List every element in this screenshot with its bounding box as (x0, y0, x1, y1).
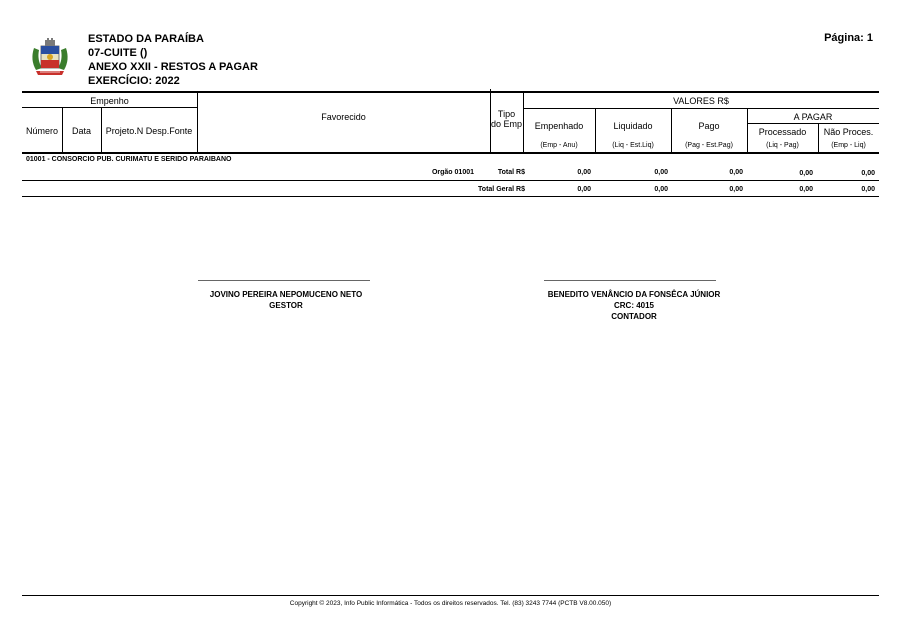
col-empenhado: Empenhado (534, 121, 584, 131)
col-projeto: Projeto.N Desp.Fonte (105, 126, 193, 136)
col-processado: Processado (758, 127, 807, 137)
sub-empenhado: (Emp - Anu) (540, 142, 578, 149)
left-signature-line (198, 280, 370, 281)
footer-copyright: Copyright © 2023, Info Public Informática - Todos os direitos reservados. Tel. (83) 3243 7744 (PCTB V8.00.050) (289, 600, 612, 607)
grand-total-value: 0,00 (799, 186, 813, 193)
col-empenho: Empenho (90, 96, 129, 106)
col-numero: Número (25, 126, 58, 136)
col-a-pagar: A PAGAR (793, 112, 833, 122)
col-liquidado: Liquidado (613, 121, 653, 131)
sub-pago: (Pag - Est.Pag) (685, 142, 733, 149)
group-total-label: Total R$ (497, 169, 525, 176)
left-signer-name: JOVINO PEREIRA NEPOMUCENO NETO (209, 290, 363, 299)
grand-total-label: Total Geral R$ (478, 186, 525, 193)
col-tipo-line1: Tipo (497, 109, 516, 119)
coat-of-arms-logo (28, 38, 72, 78)
right-signer-name: BENEDITO VENÂNCIO DA FONSÊCA JÚNIOR (547, 290, 721, 299)
group-value: 0,00 (861, 170, 875, 177)
orgao-label: Orgão 01001 (431, 169, 474, 176)
sub-liquidado: (Liq - Est.Liq) (612, 142, 654, 149)
group-value: 0,00 (654, 169, 668, 176)
group-title: 01001 - CONSORCIO PUB. CURIMATU E SERIDO PARAIBANO (26, 156, 232, 163)
col-nao-proces: Não Proces. (823, 127, 874, 137)
left-signer-role: GESTOR (269, 301, 303, 310)
col-tipo-line2: do Emp (490, 119, 523, 129)
grand-total-value: 0,00 (861, 186, 875, 193)
group-value: 0,00 (799, 170, 813, 177)
col-valores: VALORES R$ (673, 96, 729, 106)
grand-total-value: 0,00 (654, 186, 668, 193)
col-data: Data (71, 126, 91, 136)
entity-title: 07-CUITE () (88, 47, 148, 59)
right-signature-line (544, 280, 716, 281)
annex-title: ANEXO XXII - RESTOS A PAGAR (88, 61, 258, 73)
right-signer-crc: CRC: 4015 (613, 301, 654, 310)
state-title: ESTADO DA PARAÍBA (88, 33, 204, 45)
sub-nao-proces: (Emp - Liq) (831, 142, 866, 149)
right-signer-role: CONTADOR (611, 312, 657, 321)
group-value: 0,00 (729, 169, 743, 176)
grand-total-value: 0,00 (577, 186, 591, 193)
grand-total-value: 0,00 (729, 186, 743, 193)
col-favorecido: Favorecido (321, 112, 366, 122)
col-pago: Pago (698, 121, 720, 131)
page-number: Página: 1 (824, 32, 873, 44)
exercise-title: EXERCÍCIO: 2022 (88, 75, 180, 87)
sub-processado: (Liq - Pag) (766, 142, 799, 149)
group-value: 0,00 (577, 169, 591, 176)
